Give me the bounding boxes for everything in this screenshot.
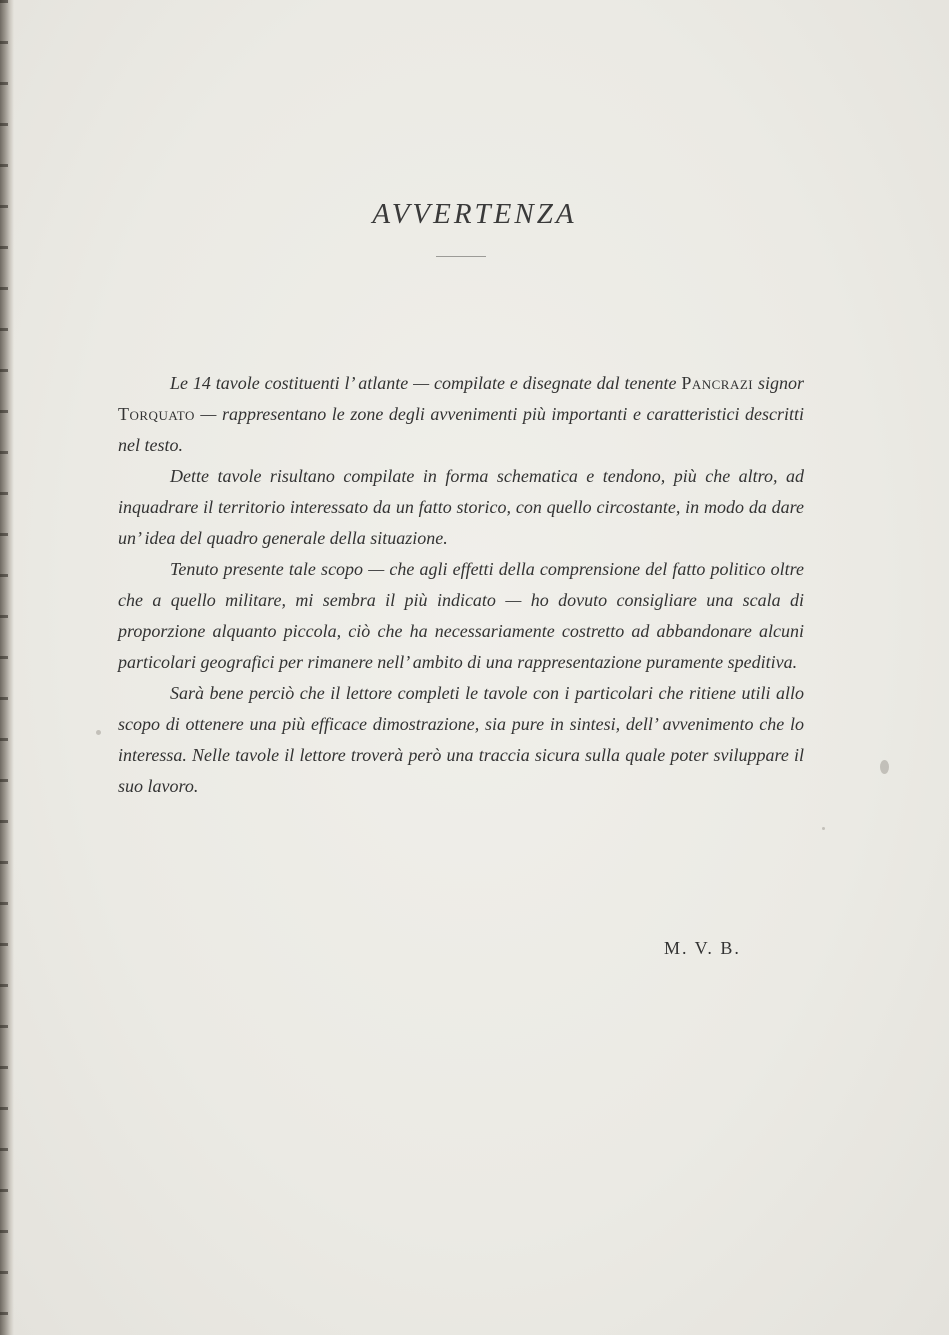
- text-run: Sarà bene perciò che il lettore completi le tavole con i particolari che ritiene utili allo scopo di ottenere una più efficace dimostrazione, sia pure in sintesi, dell’ avvenimento che lo interessa. Nelle tavole il lettore troverà però una traccia sicura sulla quale poter sviluppare il suo lavoro.: [118, 683, 804, 796]
- paragraph: [118, 678, 804, 802]
- paragraph: [118, 461, 804, 554]
- paragraph: [118, 368, 804, 461]
- title-divider: [436, 256, 486, 257]
- signature-initials: M. V. B.: [664, 938, 741, 958]
- text-run: Dette tavole risultano compilate in forma schematica e tendono, più che altro, ad inquadrare il territorio interessato da un fatto storico, con quello circostante, in modo da dare un’ idea del quadro generale della situazione.: [118, 466, 804, 548]
- paper-speck: [822, 827, 825, 830]
- text-run: signor: [753, 373, 804, 393]
- page-title: AVVERTENZA: [372, 198, 577, 230]
- name-smallcaps: Pancrazi: [681, 373, 754, 393]
- paper-speck: [880, 760, 889, 774]
- text-run: Tenuto presente tale scopo — che agli effetti della comprensione del fatto politico oltre che a quello militare, mi sembra il più indicato — ho dovuto consigliare una scala di proporzione alquanto piccola, ciò che ha necessariamente costretto ad abbandonare alcuni particolari geografici per rimanere nell’ ambito di una rappresentazione puramente speditiva.: [118, 559, 804, 672]
- text-run: Le 14 tavole costituenti l’ atlante — compilate e disegnate dal tenente: [170, 373, 682, 393]
- body-text: [118, 368, 804, 802]
- name-smallcaps: Torquato: [118, 404, 195, 424]
- text-run: — rappresentano le zone degli avvenimenti più importanti e caratteristici descritti nel testo.: [118, 404, 804, 455]
- paper-speck: [96, 730, 101, 735]
- paragraph: [118, 554, 804, 678]
